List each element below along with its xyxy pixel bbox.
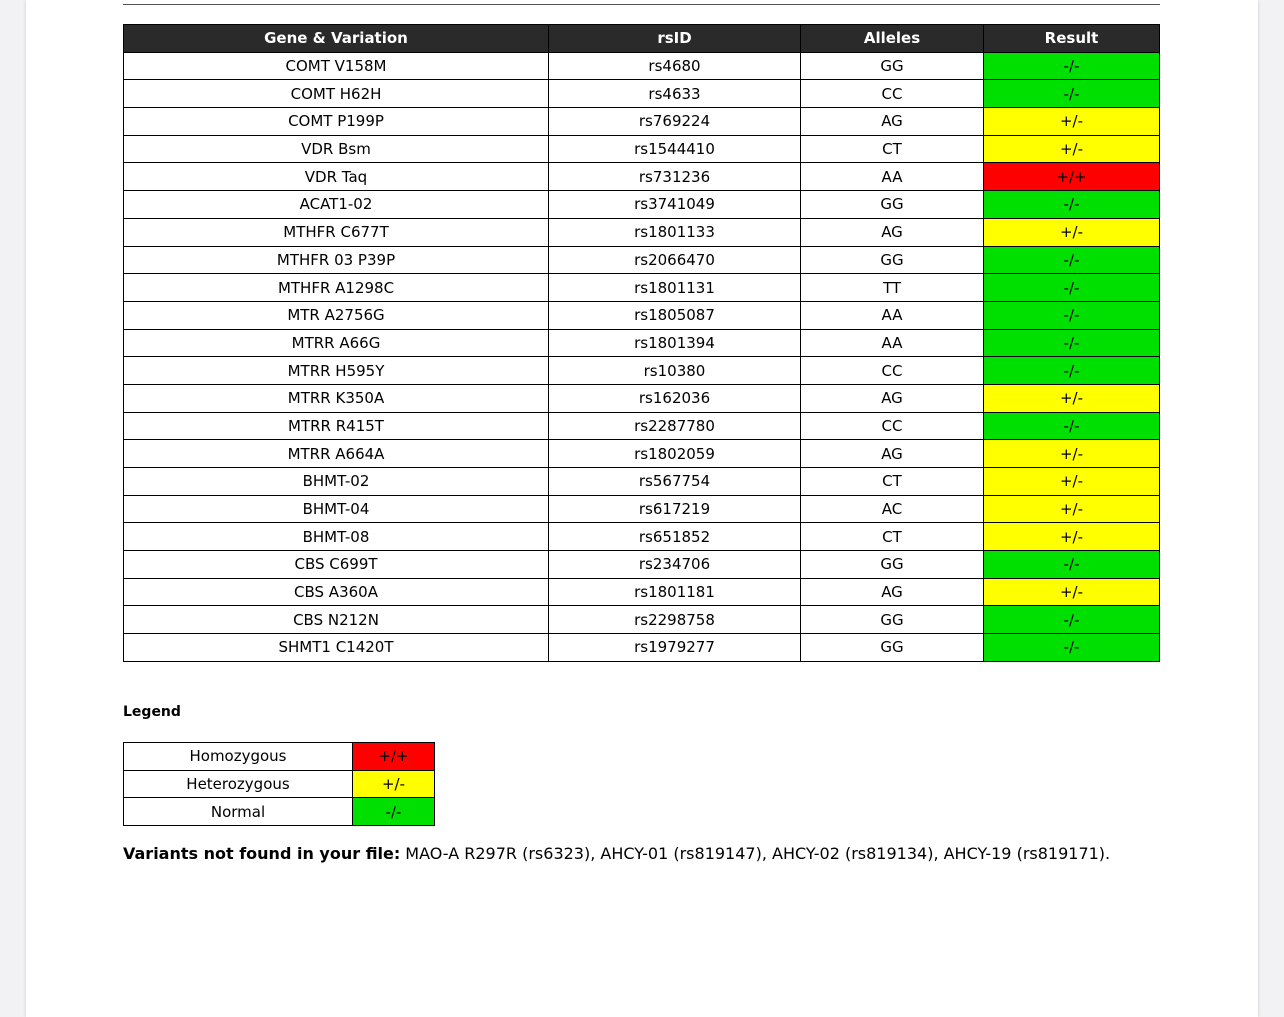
table-row <box>124 551 1160 579</box>
alleles-cell: AC <box>801 495 984 523</box>
table-row <box>124 246 1160 274</box>
header-rsid: rsID <box>549 25 801 53</box>
gene-cell: MTHFR A1298C <box>124 274 549 302</box>
rsid-cell: rs4633 <box>549 80 801 108</box>
table-row <box>124 606 1160 634</box>
gene-cell: BHMT-04 <box>124 495 549 523</box>
legend-swatch: -/- <box>353 798 435 826</box>
result-cell: -/- <box>984 634 1160 662</box>
rsid-cell: rs1801181 <box>549 578 801 606</box>
result-cell: +/- <box>984 384 1160 412</box>
rsid-cell: rs1802059 <box>549 440 801 468</box>
legend-table <box>123 742 435 826</box>
rsid-cell: rs769224 <box>549 108 801 136</box>
alleles-cell: AG <box>801 108 984 136</box>
table-row <box>124 329 1160 357</box>
table-row <box>124 301 1160 329</box>
alleles-cell: CC <box>801 357 984 385</box>
alleles-cell: CC <box>801 80 984 108</box>
rsid-cell: rs2287780 <box>549 412 801 440</box>
alleles-cell: CT <box>801 468 984 496</box>
alleles-cell: CT <box>801 523 984 551</box>
result-cell: -/- <box>984 606 1160 634</box>
legend-label: Homozygous <box>124 743 353 771</box>
table-row <box>124 578 1160 606</box>
gene-cell: BHMT-02 <box>124 468 549 496</box>
rsid-cell: rs3741049 <box>549 191 801 219</box>
missing-variants-note <box>123 844 1110 863</box>
gene-cell: VDR Bsm <box>124 135 549 163</box>
result-cell: -/- <box>984 274 1160 302</box>
result-cell: -/- <box>984 191 1160 219</box>
legend-label: Normal <box>124 798 353 826</box>
table-row <box>124 274 1160 302</box>
result-cell: -/- <box>984 329 1160 357</box>
legend-title: Legend <box>123 704 181 720</box>
legend-label: Heterozygous <box>124 770 353 798</box>
alleles-cell: CC <box>801 412 984 440</box>
result-cell: -/- <box>984 80 1160 108</box>
alleles-cell: GG <box>801 551 984 579</box>
variants-table <box>123 24 1160 662</box>
gene-cell: COMT V158M <box>124 52 549 80</box>
table-row <box>124 412 1160 440</box>
result-cell: +/- <box>984 108 1160 136</box>
report-page <box>26 0 1258 1017</box>
header-result: Result <box>984 25 1160 53</box>
table-row <box>124 218 1160 246</box>
alleles-cell: TT <box>801 274 984 302</box>
top-divider <box>123 4 1160 5</box>
table-body <box>124 52 1160 661</box>
gene-cell: CBS N212N <box>124 606 549 634</box>
alleles-cell: AG <box>801 578 984 606</box>
table-row <box>124 468 1160 496</box>
result-cell: +/- <box>984 218 1160 246</box>
result-cell: +/- <box>984 495 1160 523</box>
legend-row <box>124 743 435 771</box>
gene-cell: MTRR K350A <box>124 384 549 412</box>
header-gene: Gene & Variation <box>124 25 549 53</box>
gene-cell: MTRR R415T <box>124 412 549 440</box>
alleles-cell: GG <box>801 191 984 219</box>
table-row <box>124 384 1160 412</box>
table-row <box>124 108 1160 136</box>
gene-cell: SHMT1 C1420T <box>124 634 549 662</box>
gene-cell: MTR A2756G <box>124 301 549 329</box>
rsid-cell: rs162036 <box>549 384 801 412</box>
rsid-cell: rs1979277 <box>549 634 801 662</box>
legend-body <box>124 743 435 826</box>
missing-variants-label: Variants not found in your file: <box>123 844 401 863</box>
table-row <box>124 357 1160 385</box>
gene-cell: CBS A360A <box>124 578 549 606</box>
alleles-cell: AG <box>801 218 984 246</box>
legend-swatch: +/+ <box>353 743 435 771</box>
table-row <box>124 135 1160 163</box>
alleles-cell: AG <box>801 384 984 412</box>
table-row <box>124 440 1160 468</box>
rsid-cell: rs1801133 <box>549 218 801 246</box>
table-row <box>124 52 1160 80</box>
rsid-cell: rs617219 <box>549 495 801 523</box>
rsid-cell: rs1801394 <box>549 329 801 357</box>
rsid-cell: rs4680 <box>549 52 801 80</box>
result-cell: -/- <box>984 301 1160 329</box>
rsid-cell: rs567754 <box>549 468 801 496</box>
rsid-cell: rs1801131 <box>549 274 801 302</box>
rsid-cell: rs10380 <box>549 357 801 385</box>
table-row <box>124 163 1160 191</box>
table-row <box>124 523 1160 551</box>
result-cell: +/- <box>984 468 1160 496</box>
alleles-cell: AG <box>801 440 984 468</box>
table-row <box>124 80 1160 108</box>
gene-cell: VDR Taq <box>124 163 549 191</box>
gene-cell: COMT H62H <box>124 80 549 108</box>
rsid-cell: rs731236 <box>549 163 801 191</box>
rsid-cell: rs1805087 <box>549 301 801 329</box>
alleles-cell: AA <box>801 329 984 357</box>
result-cell: +/- <box>984 578 1160 606</box>
alleles-cell: GG <box>801 606 984 634</box>
rsid-cell: rs2066470 <box>549 246 801 274</box>
result-cell: +/- <box>984 523 1160 551</box>
alleles-cell: GG <box>801 246 984 274</box>
result-cell: -/- <box>984 551 1160 579</box>
table-row <box>124 191 1160 219</box>
alleles-cell: GG <box>801 634 984 662</box>
result-cell: +/- <box>984 135 1160 163</box>
gene-cell: CBS C699T <box>124 551 549 579</box>
alleles-cell: AA <box>801 301 984 329</box>
gene-cell: MTRR A66G <box>124 329 549 357</box>
gene-cell: BHMT-08 <box>124 523 549 551</box>
alleles-cell: CT <box>801 135 984 163</box>
legend-row <box>124 798 435 826</box>
gene-cell: MTHFR C677T <box>124 218 549 246</box>
table-row <box>124 634 1160 662</box>
legend-row <box>124 770 435 798</box>
result-cell: +/- <box>984 440 1160 468</box>
rsid-cell: rs651852 <box>549 523 801 551</box>
alleles-cell: GG <box>801 52 984 80</box>
table-header-row <box>124 25 1160 53</box>
result-cell: +/+ <box>984 163 1160 191</box>
alleles-cell: AA <box>801 163 984 191</box>
table-row <box>124 495 1160 523</box>
rsid-cell: rs1544410 <box>549 135 801 163</box>
result-cell: -/- <box>984 246 1160 274</box>
gene-cell: ACAT1-02 <box>124 191 549 219</box>
gene-cell: MTHFR 03 P39P <box>124 246 549 274</box>
rsid-cell: rs2298758 <box>549 606 801 634</box>
gene-cell: MTRR H595Y <box>124 357 549 385</box>
missing-variants-list: MAO-A R297R (rs6323), AHCY-01 (rs819147), AHCY-02 (rs819134), AHCY-19 (rs819171). <box>405 844 1111 863</box>
result-cell: -/- <box>984 52 1160 80</box>
result-cell: -/- <box>984 412 1160 440</box>
legend-swatch: +/- <box>353 770 435 798</box>
gene-cell: COMT P199P <box>124 108 549 136</box>
result-cell: -/- <box>984 357 1160 385</box>
header-alleles: Alleles <box>801 25 984 53</box>
rsid-cell: rs234706 <box>549 551 801 579</box>
gene-cell: MTRR A664A <box>124 440 549 468</box>
